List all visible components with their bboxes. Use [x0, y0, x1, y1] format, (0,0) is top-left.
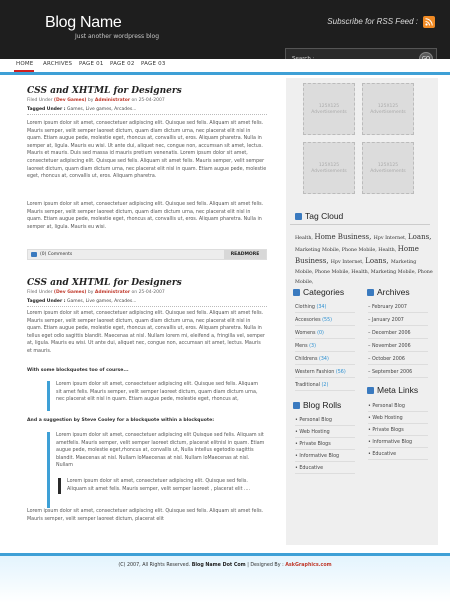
nav-page-01[interactable]: PAGE 01 [79, 61, 104, 67]
widget-icon [367, 289, 374, 296]
archive-label: September 2006 [371, 370, 413, 375]
post-2-paragraph-2: Lorem ipsum dolor sit amet, consectetuer adipiscing elit. Quisque sed felis. Aliquam sit amet felis. Mauris semper, velit semper laoreet dictum, placerat elit [27, 509, 264, 522]
category-count: (55) [322, 318, 333, 323]
ad-slot-4[interactable]: 125X125 Advertisements [362, 142, 414, 194]
footer-designer-link[interactable]: AskGraphics.com [285, 563, 332, 568]
category-name: Clothing [295, 305, 315, 310]
meta-link-label: Educative [372, 452, 397, 457]
post-1-paragraph-1: Lorem ipsum dolor sit amet, consectetuer adipiscing elit. Quisque sed felis. Aliquam sit amet felis. Mauris semper, velit semper laoreet dictum, quam diam dictum urna, nec placerat elit nisl in quam. Etiam augue pede, molestie eget, rhoncus at, convallis ut, eros. Aliquam pharetra. Nulla in semper at, ligula. Mauris eu wisi. Ut ante dui, aliquet nec, congue non, accumsan sit amet, lectus. Mauris et mauris. Duis sed massa id mauris pretium venenatis. Lorem ipsum dolor sit amet, consectetuer adipiscing elit. Quisque sed felis. Aliquam sit amet felis. Mauris semper, velit semper laoreet dictum, quam diam dictum urna, nec placerat elit nisl in quam. Etiam augue pede, molestie eget, rhoncus at, convallis ut, eros. Aliquam pharetra. [27, 121, 267, 180]
category-item[interactable] [295, 370, 355, 378]
post-2-nested-intro: And a suggestion by Steve Cooley for a blockquote within a blockquote: [27, 418, 215, 423]
category-item[interactable] [295, 383, 355, 391]
archive-item[interactable]: – October 2006 [368, 357, 428, 365]
blogroll-item[interactable]: • Personal Blog [295, 418, 355, 426]
tag-1[interactable]: Home Business, [314, 233, 374, 241]
divider [290, 224, 430, 225]
meta-link-item[interactable]: • Private Blogs [368, 428, 428, 436]
nav-home[interactable]: HOME [16, 61, 34, 67]
blogroll-item[interactable]: • Informative Blog [295, 454, 355, 462]
category-item[interactable] [295, 318, 355, 326]
blogroll-item[interactable]: • Web Hosting [295, 430, 355, 438]
category-name: Childrens [295, 357, 318, 362]
archive-item[interactable]: – January 2007 [368, 318, 428, 326]
meta-link-item[interactable]: • Educative [368, 452, 428, 460]
archive-label: November 2006 [371, 344, 411, 349]
archive-item[interactable]: – December 2006 [368, 331, 428, 339]
blog-rolls-title-text: Blog Rolls [303, 400, 342, 410]
post-2-filed-under: Filed Under [27, 290, 53, 295]
ad-slot-3[interactable]: 125X125 Advertisements [303, 142, 355, 194]
post-2-blockquote-2-text: Lorem ipsum dolor sit amet, consectetuer adipiscing elit Quisque sed felis. Aliquam sit ametfelis. Mauris semper, velit semper laoreet dictum, placerat elitnisl in quam. Etiam augue pede, molestie eget,rhoncus at, convallis ut, Nulla intellus egetodio sagittis blandit. Maecenas at nisl. Nullam loMaecenas at nisl. Nullam loMaecenas at nisl. Nullam [56, 433, 265, 469]
post-1-tags [27, 107, 267, 115]
archive-label: January 2007 [371, 318, 404, 323]
post-2-tags-list[interactable]: Games, Live games, Arcades... [66, 299, 137, 304]
comment-icon [31, 252, 37, 257]
post-2-title[interactable]: CSS and XHTML for Designers [27, 278, 182, 288]
meta-link-label: Private Blogs [372, 428, 404, 433]
post-2-blockquote-intro: With some blockquotes too of course... [27, 368, 129, 373]
footer-text [0, 563, 450, 568]
tag-3[interactable]: Loans, [408, 233, 432, 241]
post-2-blockquote-2 [47, 432, 265, 508]
post-2-meta [27, 290, 165, 295]
category-count: (2) [321, 383, 329, 388]
categories-title [293, 287, 344, 297]
category-item[interactable] [295, 357, 355, 365]
meta-links-title [367, 385, 418, 395]
post-2-blockquote-1: Lorem ipsum dolor sit amet, consectetuer adipiscing elit. Quisque sed felis. Aliquam sit amet felis. Mauris semper, velit semper laoreet dictum, quam diam dictum urna, nec placerat elit nisl in quam. Etiam augue pede, molestie eget, rhoncus at, [47, 381, 265, 411]
meta-link-item[interactable]: • Informative Blog [368, 440, 428, 448]
post-1-by: by [87, 98, 94, 103]
category-count: (3) [309, 344, 316, 349]
meta-link-item[interactable]: • Web Hosting [368, 416, 428, 424]
archive-item[interactable]: – February 2007 [368, 305, 428, 313]
blogroll-label: Informative Blog [299, 454, 340, 459]
post-2-nested-blockquote: Lorem ipsum dolor sit amet, consectetuer adipiscing elit. Quisque sed felis. Aliquam sit amet felis. Mauris semper, velit semper laoreet , placerat elit .... [58, 478, 258, 494]
category-name: Mens [295, 344, 308, 349]
nav-bar [0, 59, 450, 72]
nav-archives[interactable]: ARCHIVES [43, 61, 73, 67]
tag-6[interactable]: Hpv Internet, [330, 260, 366, 265]
tag-cloud [295, 232, 435, 288]
categories-title-text: Categories [303, 287, 345, 297]
blogroll-item[interactable]: • Educative [295, 466, 355, 474]
category-count: (0) [317, 331, 324, 336]
nav-page-02[interactable]: PAGE 02 [110, 61, 135, 67]
rss-icon[interactable] [423, 16, 435, 28]
post-1-filed-under: Filed Under [27, 98, 53, 103]
footer-designed-by: | Designed By : [247, 563, 284, 568]
tagline: Just another wordpress blog [75, 33, 160, 40]
post-2-tags-label: Tagged Under : [27, 299, 66, 304]
category-name: Western Fashion [295, 370, 335, 375]
category-count: (34) [316, 305, 327, 310]
blogroll-label: Web Hosting [299, 430, 330, 435]
rss-label: Subscribe for RSS Feed : [327, 17, 418, 26]
post-2-category[interactable]: (Dev Games) [53, 290, 87, 295]
ad-slot-2[interactable]: 125X125 Advertisements [362, 83, 414, 135]
footer-copyright: (C) 2007, All Rights Reserved. [118, 563, 191, 568]
category-name: Accesories [295, 318, 321, 323]
category-count: (34) [319, 357, 329, 362]
blogroll-label: Educative [299, 466, 324, 471]
archive-label: February 2007 [371, 305, 407, 310]
tag-0[interactable]: Health, [295, 236, 315, 241]
widget-icon [295, 213, 302, 220]
tag-4[interactable]: Marketing Mobile, Phone Mobile, Health, [295, 248, 398, 253]
post-1-readmore-button[interactable]: READMORE [224, 250, 266, 259]
header-accent-line [0, 72, 450, 75]
ad-slot-1[interactable]: 125X125 Advertisements [303, 83, 355, 135]
meta-link-label: Personal Blog [372, 404, 405, 409]
meta-link-label: Web Hosting [372, 416, 403, 421]
post-1-comments-bar [27, 249, 267, 260]
post-2-date: on 25-04-2007 [131, 290, 165, 295]
tag-2[interactable]: Hpv Internet, [373, 236, 409, 241]
blogroll-label: Personal Blog [299, 418, 332, 423]
post-2-author[interactable]: Administrator [94, 290, 131, 295]
blog-name[interactable]: Blog Name [45, 14, 122, 31]
post-1-tags-list[interactable]: Games, Live games, Arcades... [66, 107, 137, 112]
footer-blog-name[interactable]: Blog Name Dot Com [191, 563, 246, 568]
post-1-tags-label: Tagged Under : [27, 107, 66, 112]
meta-link-label: Informative Blog [372, 440, 413, 445]
tag-8[interactable]: Marketing Mobile, Phone Mobile, Health, Marketing Mobile, Phone Mobile, [295, 260, 433, 285]
post-1-meta [27, 98, 165, 103]
post-2-tags [27, 299, 267, 307]
post-1-author[interactable]: Administrator [94, 98, 131, 103]
category-item[interactable] [295, 344, 355, 352]
widget-icon [293, 402, 300, 409]
archive-label: October 2006 [371, 357, 405, 362]
category-count: (56) [335, 370, 346, 375]
archives-title [367, 287, 410, 297]
archive-item[interactable]: – September 2006 [368, 370, 428, 378]
post-2-by: by [87, 290, 94, 295]
meta-link-item[interactable]: • Personal Blog [368, 404, 428, 412]
meta-links-title-text: Meta Links [377, 385, 419, 395]
post-1-title[interactable]: CSS and XHTML for Designers [27, 86, 182, 96]
post-1-category[interactable]: (Dev Games) [53, 98, 87, 103]
post-1-comments-link[interactable]: (0) Comments [40, 252, 73, 257]
post-1-paragraph-2: Lorem ipsum dolor sit amet, consectetuer adipiscing elit. Quisque sed felis. Aliquam sit amet felis. Mauris semper, velit semper laoreet dictum, quam diam dictum urna, nec placerat elit nisl in quam. Etiam augue pede, molestie eget, rhoncus at, convallis ut, eros. Aliquam pharetra. Nulla in semper at, ligula. Mauris eu wisi. [27, 202, 264, 230]
category-item[interactable] [295, 305, 355, 313]
nav-page-03[interactable]: PAGE 03 [141, 61, 166, 67]
blogroll-label: Private Blogs [299, 442, 331, 447]
post-1-date: on 25-04-2007 [131, 98, 165, 103]
blogroll-item[interactable]: • Private Blogs [295, 442, 355, 450]
widget-icon [293, 289, 300, 296]
tag-5[interactable]: Home Business, [295, 245, 419, 265]
rss-glyph-icon [425, 18, 433, 26]
tag-cloud-title-text: Tag Cloud [305, 211, 344, 221]
category-name: Traditional [295, 383, 320, 388]
category-item[interactable] [295, 331, 355, 339]
post-2-paragraph-1: Lorem ipsum dolor sit amet, consectetuer adipiscing elit. Quisque sed felis. Aliquam sit amet felis. Mauris semper, velit semper laoreet dictum, quam diam dictum urna, nec placerat elit nisl in quam. Etiam augue pede, molestie eget, rhoncus at, convallis ut, eros. Aliquam pharetra. Nulla in tellus eget odio sagittis blandit. Maecenas at nisl. Nullam lorem mi, eleifend a, fringilla vel, semper at, ligula. Mauris eu wisi. Ut ante dui, aliquet nec, congue non, accumsan sit amet, lectus. Mauris et mauris. [27, 311, 265, 354]
archive-label: December 2006 [371, 331, 411, 336]
tag-cloud-title [295, 211, 343, 221]
blog-rolls-title [293, 400, 341, 410]
widget-icon [367, 387, 374, 394]
tag-7[interactable]: Loans, [365, 257, 391, 265]
category-name: Womens [295, 331, 316, 336]
archive-item[interactable]: – November 2006 [368, 344, 428, 352]
archives-title-text: Archives [377, 287, 410, 297]
